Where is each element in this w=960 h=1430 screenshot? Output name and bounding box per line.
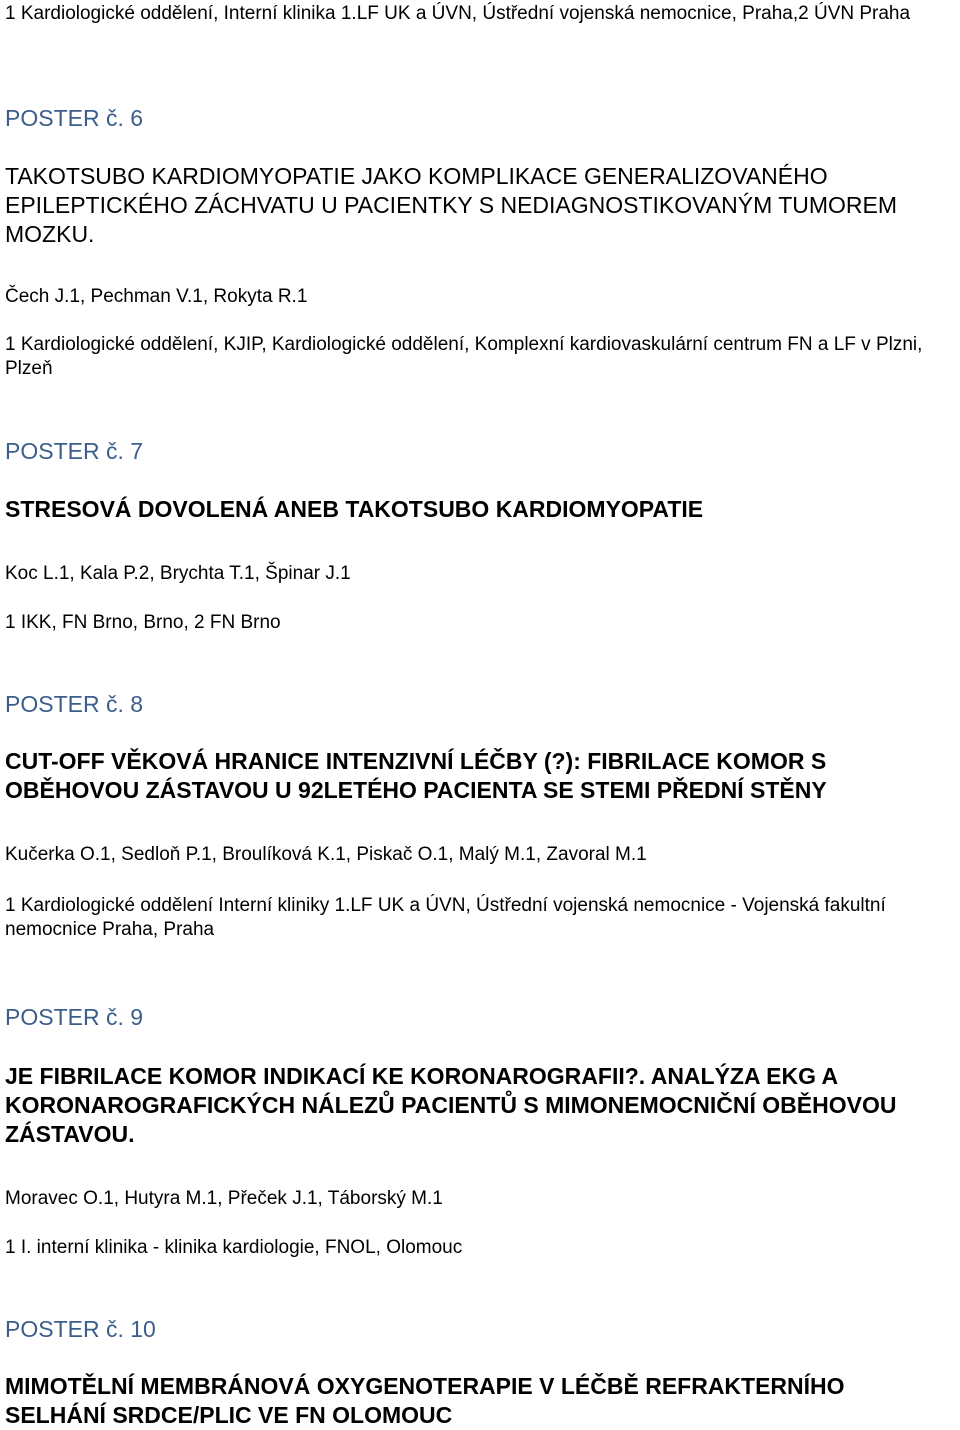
poster-7-authors: Koc L.1, Kala P.2, Brychta T.1, Špinar J.1 xyxy=(5,563,351,584)
poster-7-label: POSTER č. 7 xyxy=(5,438,144,464)
poster-9-title: JE FIBRILACE KOMOR INDIKACÍ KE KORONAROGRAFII?. ANALÝZA EKG A KORONAROGRAFICKÝCH NÁLEZŮ PACIENTŮ S MIMONEMOCNIČNÍ OBĚHOVOU ZÁSTAVOU. xyxy=(5,1063,897,1147)
poster-8-affiliation: 1 Kardiologické oddělení Interní kliniky 1.LF UK a ÚVN, Ústřední vojenská nemocnice - Vojenská fakultní nemocnice Praha, Praha xyxy=(5,895,886,940)
poster-8-title: CUT-OFF VĚKOVÁ HRANICE INTENZIVNÍ LÉČBY (?): FIBRILACE KOMOR S OBĚHOVOU ZÁSTAVOU U 92LETÉHO PACIENTA SE STEMI PŘEDNÍ STĚNY xyxy=(5,748,827,803)
header-affiliation: 1 Kardiologické oddělení, Interní klinika 1.LF UK a ÚVN, Ústřední vojenská nemocnice, Praha,2 ÚVN Praha xyxy=(5,3,911,24)
poster-10-title: MIMOTĚLNÍ MEMBRÁNOVÁ OXYGENOTERAPIE V LÉČBĚ REFRAKTERNÍHO SELHÁNÍ SRDCE/PLIC VE FN OLOMOUC xyxy=(5,1373,845,1428)
poster-9-authors: Moravec O.1, Hutyra M.1, Přeček J.1, Táborský M.1 xyxy=(5,1188,443,1209)
poster-6-authors: Čech J.1, Pechman V.1, Rokyta R.1 xyxy=(5,286,308,307)
poster-10-label: POSTER č. 10 xyxy=(5,1316,156,1342)
poster-7-affiliation: 1 IKK, FN Brno, Brno, 2 FN Brno xyxy=(5,612,281,633)
poster-8-authors: Kučerka O.1, Sedloň P.1, Broulíková K.1, Piskač O.1, Malý M.1, Zavoral M.1 xyxy=(5,844,647,865)
poster-6-title: TAKOTSUBO KARDIOMYOPATIE JAKO KOMPLIKACE GENERALIZOVANÉHO EPILEPTICKÉHO ZÁCHVATU U PACIENTKY S NEDIAGNOSTIKOVANÝM TUMOREM MOZKU. xyxy=(5,163,898,247)
poster-9-affiliation: 1 I. interní klinika - klinika kardiologie, FNOL, Olomouc xyxy=(5,1237,463,1258)
poster-8-label: POSTER č. 8 xyxy=(5,691,144,717)
poster-6-affiliation: 1 Kardiologické oddělení, KJIP, Kardiologické oddělení, Komplexní kardiovaskulární centrum FN a LF v Plzni, Plzeň xyxy=(5,334,923,379)
poster-6-label: POSTER č. 6 xyxy=(5,105,144,131)
poster-9-label: POSTER č. 9 xyxy=(5,1004,144,1030)
poster-7-title: STRESOVÁ DOVOLENÁ ANEB TAKOTSUBO KARDIOMYOPATIE xyxy=(5,496,704,522)
